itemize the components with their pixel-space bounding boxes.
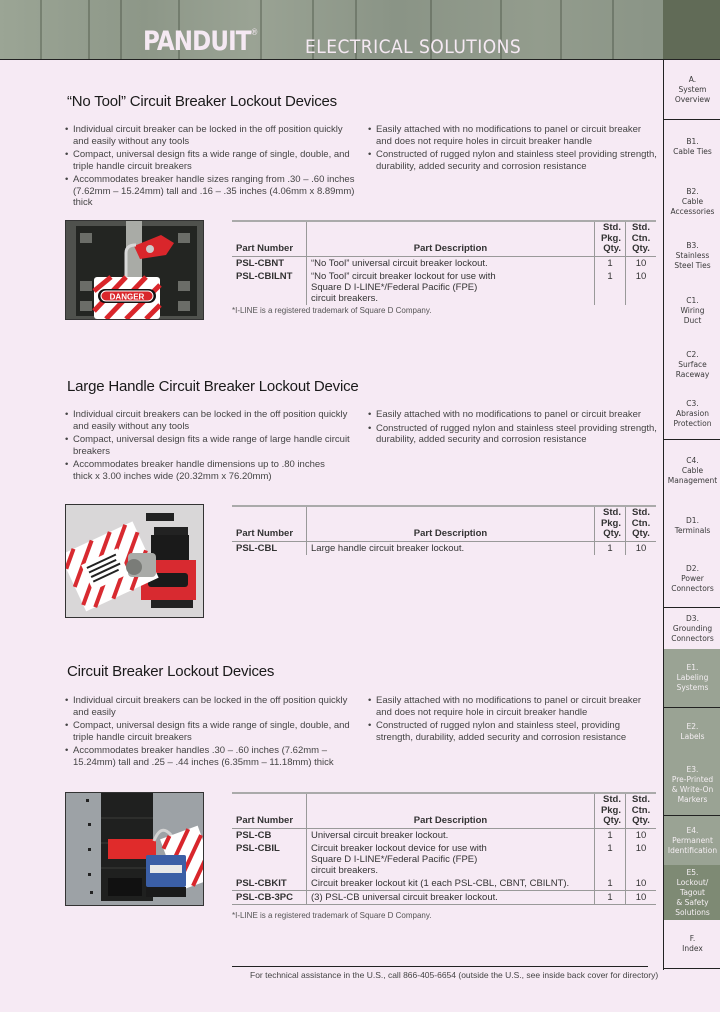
page-header (0, 0, 720, 60)
tab-power-connectors[interactable]: D2. Power Connectors (671, 564, 714, 593)
tab-abrasion-protection[interactable]: C3. Abrasion Protection (673, 399, 712, 428)
table-row: PSL-CB-3PC (3) PSL-CB universal circuit breaker lockout. 1 10 (232, 890, 656, 904)
parts-table-circuit-breaker (232, 792, 656, 905)
table-row: PSL-CBNT “No Tool” universal circuit breaker lockout. 1 10 (232, 256, 656, 270)
col-ctn-qty: Std. Ctn. Qty. (626, 221, 657, 256)
sidebar-bottom-border (663, 968, 720, 969)
footer-divider (232, 966, 648, 967)
table-row: PSL-CBKIT Circuit breaker lockout kit (1 each PSL-CBL, CBNT, CBILNT). 1 10 (232, 877, 656, 891)
features-right-large-handle (368, 409, 660, 448)
feature-item: • Individual circuit breaker can be locked in the off position quickly and easily without any tools (65, 124, 355, 147)
tab-labeling-systems[interactable]: E1. Labeling Systems (664, 649, 720, 707)
tab-terminals[interactable]: D1. Terminals (674, 516, 711, 535)
table-row: PSL-CBILNT “No Tool” circuit breaker lockout for use with Square D I-LINE*/Federal Pacific (FPE) circuit breakers. 1 10 (232, 270, 656, 305)
section-tabs-sidebar (663, 60, 720, 970)
feature-item: • Easily attached with no modifications to panel or circuit breaker (368, 409, 660, 421)
col-part-description: Part Description (307, 506, 595, 541)
feature-item: • Accommodates breaker handle dimensions up to .80 inches thick x 3.00 inches wide (20.32mm x 76.20mm) (65, 459, 328, 482)
tab-wiring-duct[interactable]: C1. Wiring Duct (680, 296, 705, 325)
col-pkg-qty: Std. Pkg. Qty. (595, 793, 626, 828)
tab-cable-management[interactable]: C4. Cable Management (664, 439, 720, 501)
col-part-number: Part Number (232, 506, 307, 541)
tab-cable-ties[interactable]: B1. Cable Ties (664, 119, 720, 173)
tab-surface-raceway[interactable]: C2. Surface Raceway (675, 350, 710, 379)
col-pkg-qty: Std. Pkg. Qty. (595, 506, 626, 541)
col-part-number: Part Number (232, 793, 307, 828)
features-left-no-tool (65, 124, 355, 211)
feature-item: • Individual circuit breakers can be locked in the off position quickly and easily without any tools (65, 409, 355, 432)
parts-table-no-tool (232, 220, 656, 305)
section-title-large-handle: Large Handle Circuit Breaker Lockout Device (67, 378, 359, 395)
features-left-circuit-breaker (65, 695, 355, 770)
feature-item: • Easily attached with no modifications to panel or circuit breaker and does not require holes in circuit breaker handle (368, 124, 658, 147)
feature-item: • Constructed of rugged nylon and stainless steel providing strength, durability, added security and corrosion resistance (368, 423, 660, 446)
tab-permanent-identification[interactable]: E4. Permanent Identification (664, 815, 720, 865)
trademark-note: *I-LINE is a registered trademark of Square D Company. (232, 911, 432, 920)
parts-table-large-handle (232, 505, 656, 555)
header-tagline: ELECTRICAL SOLUTIONS (305, 36, 522, 58)
table-row: PSL-CBIL Circuit breaker lockout device for use with Square D I-LINE*/Federal Pacific (FPE) circuit breakers. 1 10 (232, 842, 656, 877)
feature-item: • Accommodates breaker handle sizes ranging from .30 – .60 inches (7.62mm – 15.24mm) tall and .16 – .35 inches (4.06mm x 8.89mm) thick (65, 174, 355, 209)
features-right-no-tool (368, 124, 658, 174)
col-ctn-qty: Std. Ctn. Qty. (626, 506, 657, 541)
col-ctn-qty: Std. Ctn. Qty. (626, 793, 657, 828)
trademark-note: *I-LINE is a registered trademark of Square D Company. (232, 306, 432, 315)
brand-logo: PANDUIT® (143, 26, 258, 57)
feature-item: • Easily attached with no modifications to panel or circuit breaker and does not require hole in circuit breaker handle (368, 695, 658, 718)
col-part-number: Part Number (232, 221, 307, 256)
tab-labels[interactable]: E2. Labels (664, 707, 720, 755)
tab-grounding-connectors[interactable]: D3. Grounding Connectors (664, 607, 720, 649)
product-photo-no-tool-lockout (65, 220, 204, 320)
tab-stainless-steel-ties[interactable]: B3. Stainless Steel Ties (674, 241, 711, 270)
table-row: PSL-CB Universal circuit breaker lockout. 1 10 (232, 828, 656, 842)
feature-item: • Accommodates breaker handles .30 – .60 inches (7.62mm – 15.24mm) tall and .25 – .44 inches (6.35mm – 11.18mm) thick (65, 745, 355, 768)
feature-item: • Compact, universal design fits a wide range of single, double, and triple handle circuit breakers (65, 149, 355, 172)
col-pkg-qty: Std. Pkg. Qty. (595, 221, 626, 256)
tab-system-overview[interactable]: A. System Overview (674, 74, 711, 104)
table-row: PSL-CBL Large handle circuit breaker lockout. 1 10 (232, 541, 656, 555)
feature-item: • Individual circuit breakers can be locked in the off position quickly and easily (65, 695, 355, 718)
product-photo-large-handle-lockout (65, 504, 204, 618)
tab-lockout-tagout-safety[interactable]: E5. Lockout/ Tagout & Safety Solutions (664, 865, 720, 920)
technical-assistance-footer: For technical assistance in the U.S., call 866-405-6654 (outside the U.S., see inside back cover for directory) (250, 970, 659, 980)
tab-index[interactable]: F. Index (682, 934, 703, 953)
tab-cable-accessories[interactable]: B2. Cable Accessories (670, 187, 715, 216)
feature-item: • Constructed of rugged nylon and stainless steel providing strength, durability, added security and corrosion resistance (368, 149, 658, 172)
feature-item: • Compact, universal design fits a wide range of large handle circuit breakers (65, 434, 355, 457)
tab-pre-printed-markers[interactable]: E3. Pre-Printed & Write-On Markers (664, 755, 720, 815)
svg-text:DANGER: DANGER (109, 292, 145, 302)
features-right-circuit-breaker (368, 695, 658, 745)
col-part-description: Part Description (307, 793, 595, 828)
product-photo-circuit-breaker-lockout (65, 792, 204, 906)
feature-item: • Compact, universal design fits a wide range of single, double, and triple handle circuit breakers (65, 720, 355, 743)
features-left-large-handle (65, 409, 355, 484)
feature-item: • Constructed of rugged nylon and stainless steel, providing strength, durability, added security and corrosion resistance (368, 720, 641, 743)
col-part-description: Part Description (307, 221, 595, 256)
section-title-no-tool: “No Tool” Circuit Breaker Lockout Devices (67, 93, 337, 110)
section-title-circuit-breaker: Circuit Breaker Lockout Devices (67, 663, 275, 680)
